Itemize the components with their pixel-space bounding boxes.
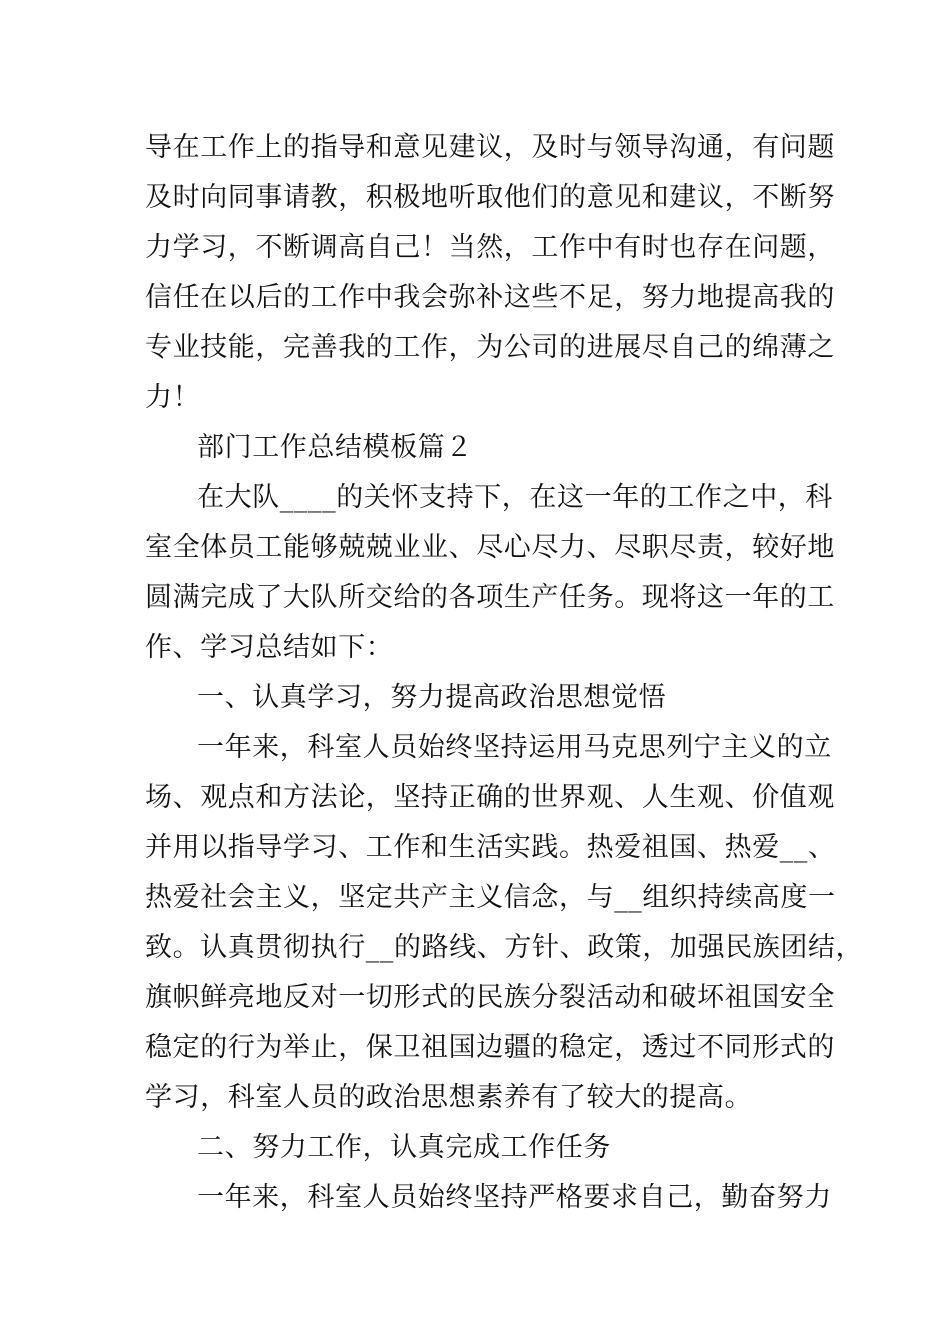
text-line: 场、观点和方法论，坚持正确的世界观、人生观、价值观 <box>145 782 835 813</box>
text-line: 稳定的行为举止，保卫祖国边疆的稳定，透过不同形式的 <box>145 1032 835 1063</box>
text-line: 导在工作上的指导和意见建议，及时与领导沟通，有问题 <box>145 132 835 163</box>
text-line: 并用以指导学习、工作和生活实践。热爱祖国、热爱__、 <box>145 832 836 863</box>
text-line: 信任在以后的工作中我会弥补这些不足，努力地提高我的 <box>145 282 835 313</box>
text-line: 力学习，不断调高自己！当然，工作中有时也存在问题， <box>145 232 835 263</box>
text-line: 力！ <box>145 382 201 413</box>
section-heading: 部门工作总结模板篇２ <box>197 432 473 463</box>
text-line: 一年来，科室人员始终坚持运用马克思列宁主义的立 <box>197 732 832 763</box>
text-line: 在大队____的关怀支持下，在这一年的工作之中，科 <box>197 482 833 513</box>
text-line: 致。认真贯彻执行__的路线、方针、政策，加强民族团结， <box>145 932 864 963</box>
text-line: 圆满完成了大队所交给的各项生产任务。现将这一年的工 <box>145 582 835 613</box>
text-line: 及时向同事请教，积极地听取他们的意见和建议，不断努 <box>145 182 835 213</box>
section-heading: 二、努力工作，认真完成工作任务 <box>197 1132 611 1163</box>
section-heading: 一、认真学习，努力提高政治思想觉悟 <box>197 682 667 713</box>
text-line: 作、学习总结如下： <box>145 632 394 663</box>
text-line: 专业技能，完善我的工作，为公司的进展尽自己的绵薄之 <box>145 332 835 363</box>
text-line: 一年来，科室人员始终坚持严格要求自己，勤奋努力 <box>197 1182 832 1213</box>
text-line: 旗帜鲜亮地反对一切形式的民族分裂活动和破坏祖国安全 <box>145 982 835 1013</box>
text-line: 热爱社会主义，坚定共产主义信念，与__组织持续高度一 <box>145 882 836 913</box>
text-line: 室全体员工能够兢兢业业、尽心尽力、尽职尽责，较好地 <box>145 532 835 563</box>
text-line: 学习，科室人员的政治思想素养有了较大的提高。 <box>145 1082 753 1113</box>
